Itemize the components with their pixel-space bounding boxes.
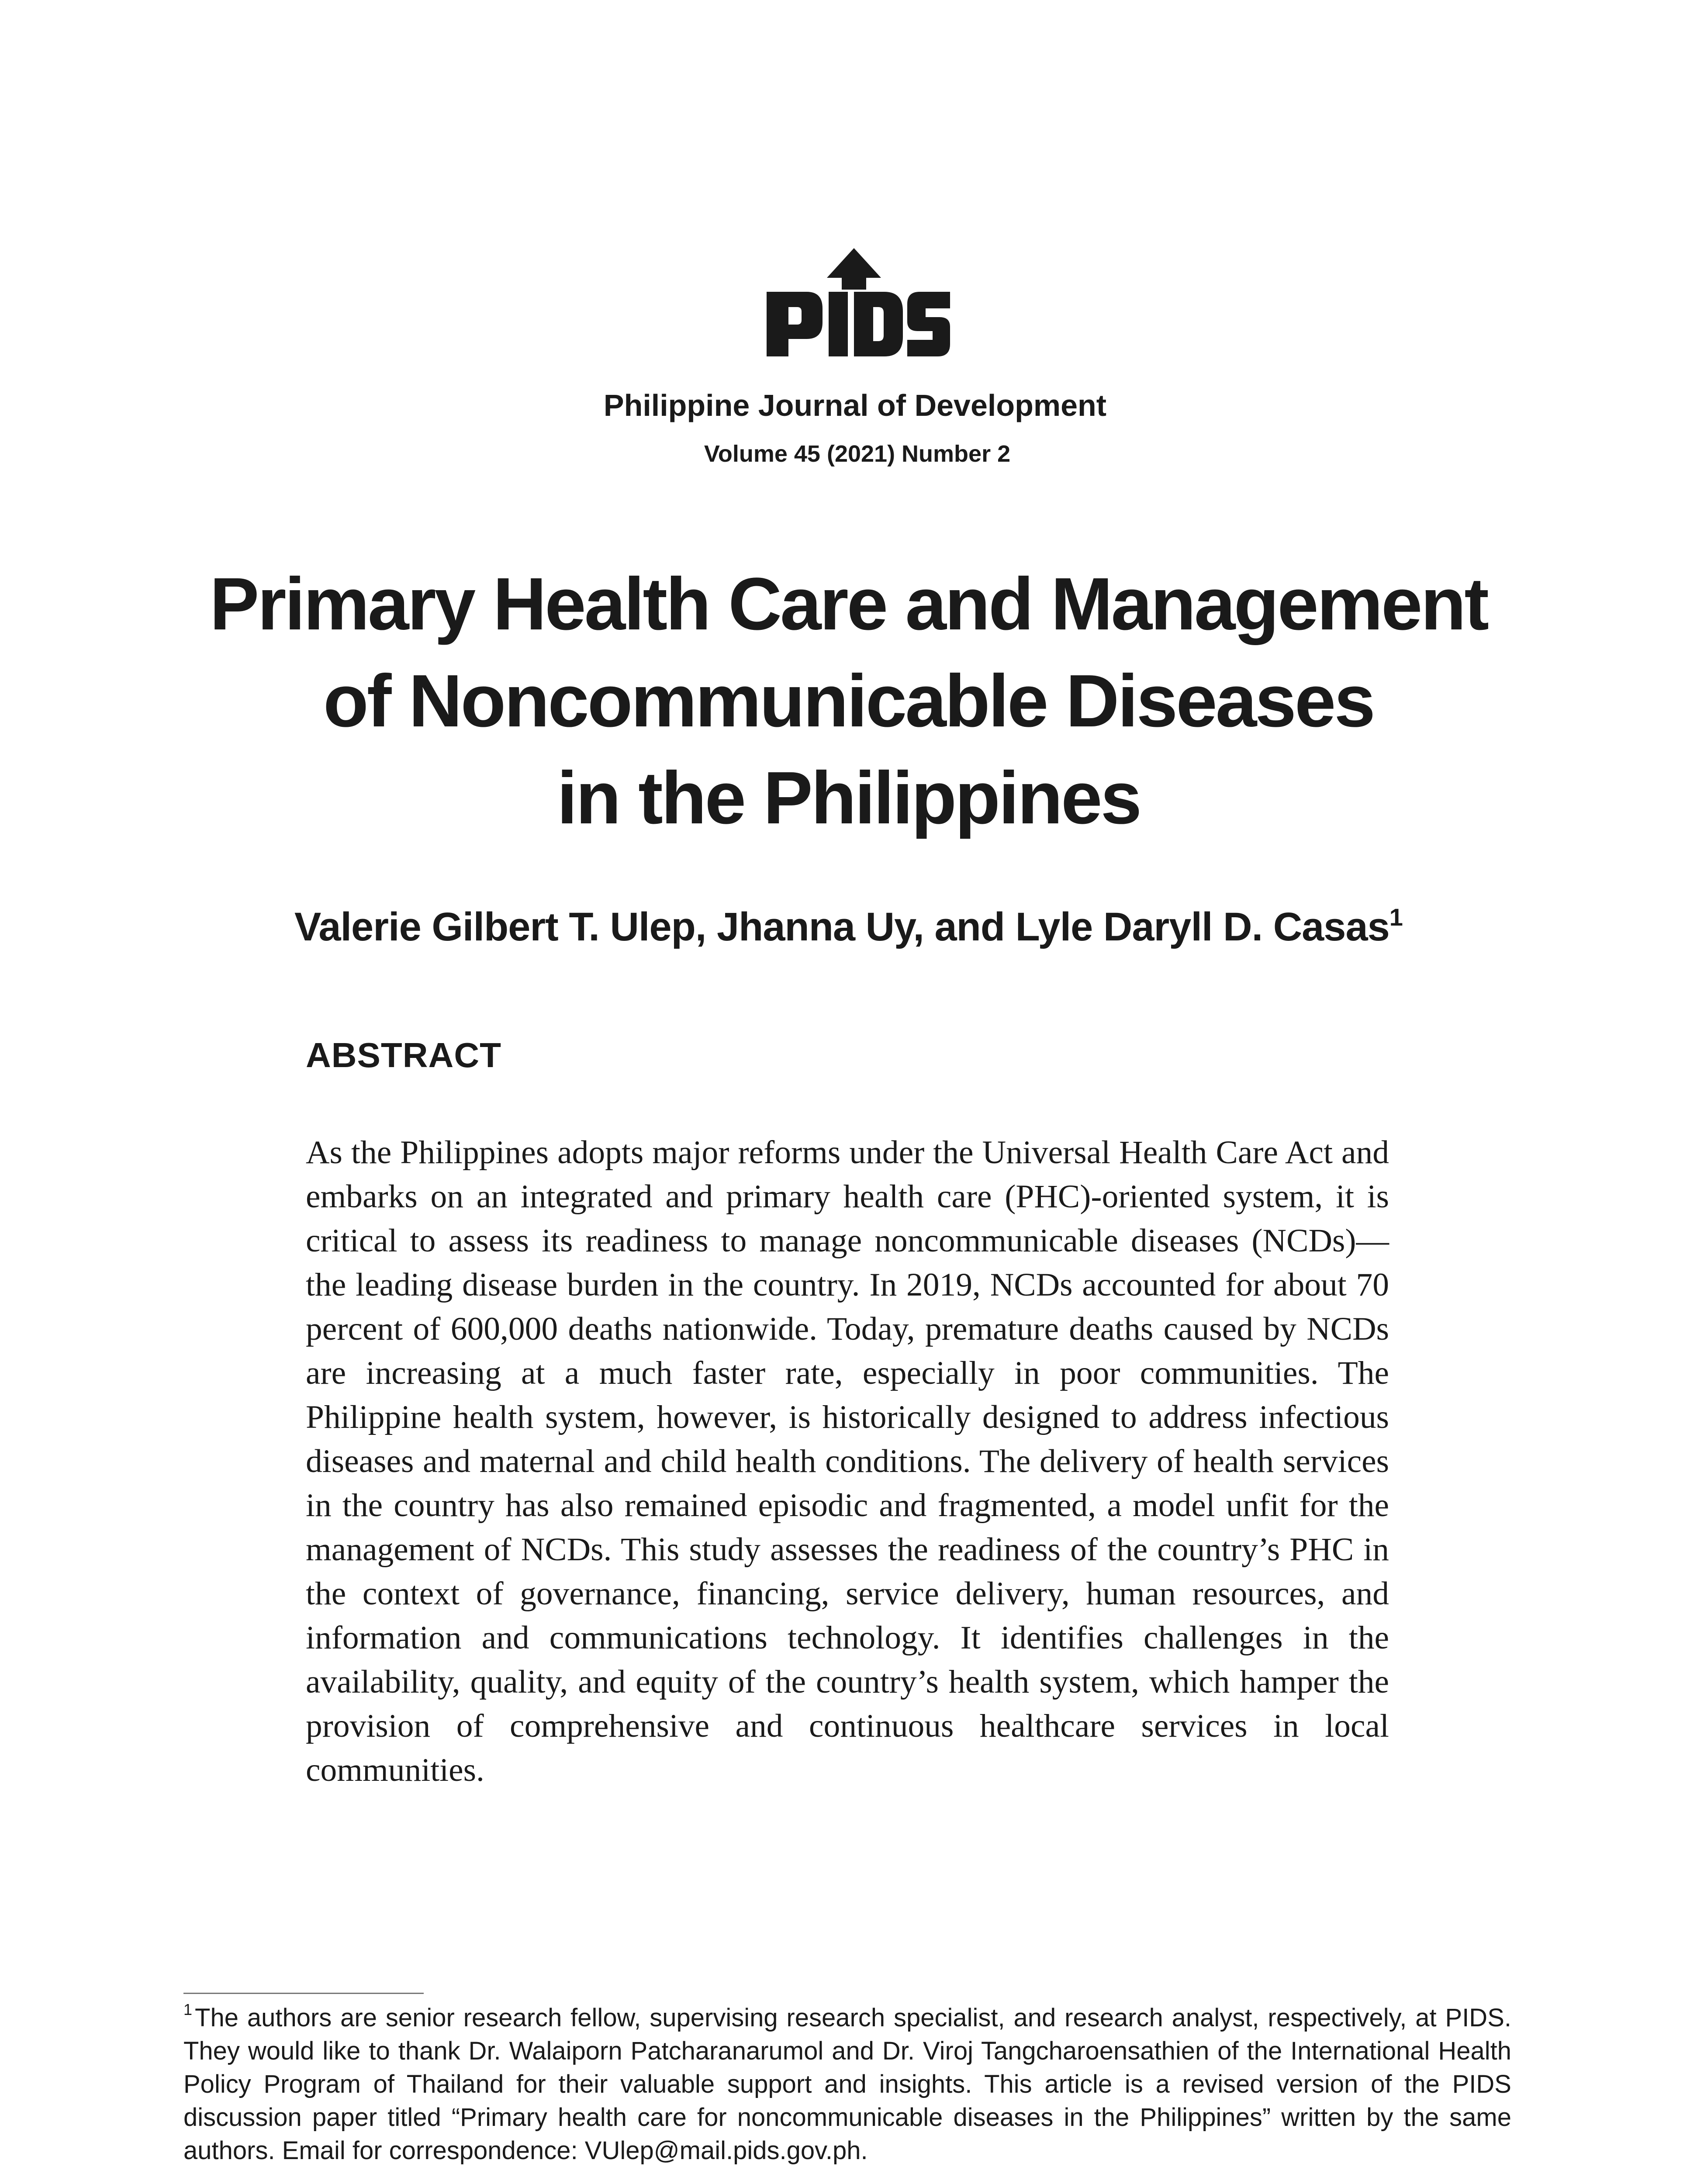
pids-logo-icon — [767, 248, 950, 357]
author-footnote-marker[interactable]: 1 — [1389, 903, 1403, 931]
abstract-body: As the Philippines adopts major reforms under the Universal Health Care Act and embarks on an integrated and primary health care (PHC)-oriented system, it is critical to assess its readiness to manage noncommunicable diseases (NCDs)—the leading disease burden in the country. In 2019, NCDs accounted for about 70 percent of 600,000 deaths nationwide. Today, premature deaths caused by NCDs are increasing at a much faster rate, especially in poor communities. The Philippine health system, however, is historically designed to address infectious diseases and maternal and child health conditions. The delivery of health services in the country has also remained episodic and fragmented, a model unfit for the management of NCDs. This study assesses the readiness of the country’s PHC in the context of governance, financing, service delivery, human resources, and information and communications technology. It identifies challenges in the availability, quality, and equity of the country’s health system, which hamper the provision of comprehensive and continuous healthcare services in local communities. — [306, 1134, 1389, 1788]
footnote — [183, 2001, 1511, 2167]
article-title-line-1: Primary Health Care and Management — [210, 563, 1487, 646]
journal-volume: Volume 45 (2021) Number 2 — [704, 441, 1011, 467]
author-list — [0, 904, 1697, 950]
footnote-divider — [183, 1993, 424, 1994]
author-names: Valerie Gilbert T. Ulep, Jhanna Uy, and Lyle Daryll D. Casas — [294, 905, 1389, 949]
article-title-line-2: of Noncommunicable Diseases — [323, 660, 1374, 743]
journal-name: Philippine Journal of Development — [603, 388, 1107, 422]
article-title — [0, 556, 1697, 847]
article-title-line-3: in the Philippines — [556, 757, 1141, 840]
footnote-text: The authors are senior research fellow, supervising research specialist, and research analyst, respectively, at PIDS. They would like to thank Dr. Walaiporn Patcharanarumol and Dr. Viroj Tangcharoensathien of the International Health Policy Program of Thailand for their valuable support and insights. This article is a revised version of the PIDS discussion paper titled “Primary health care for noncommunicable diseases in the Philippines” written by the same authors. Email for correspondence: VUlep@mail.pids.gov.ph. — [183, 2004, 1511, 2165]
abstract-heading: ABSTRACT — [306, 1036, 501, 1075]
footnote-marker: 1 — [183, 2001, 193, 2018]
